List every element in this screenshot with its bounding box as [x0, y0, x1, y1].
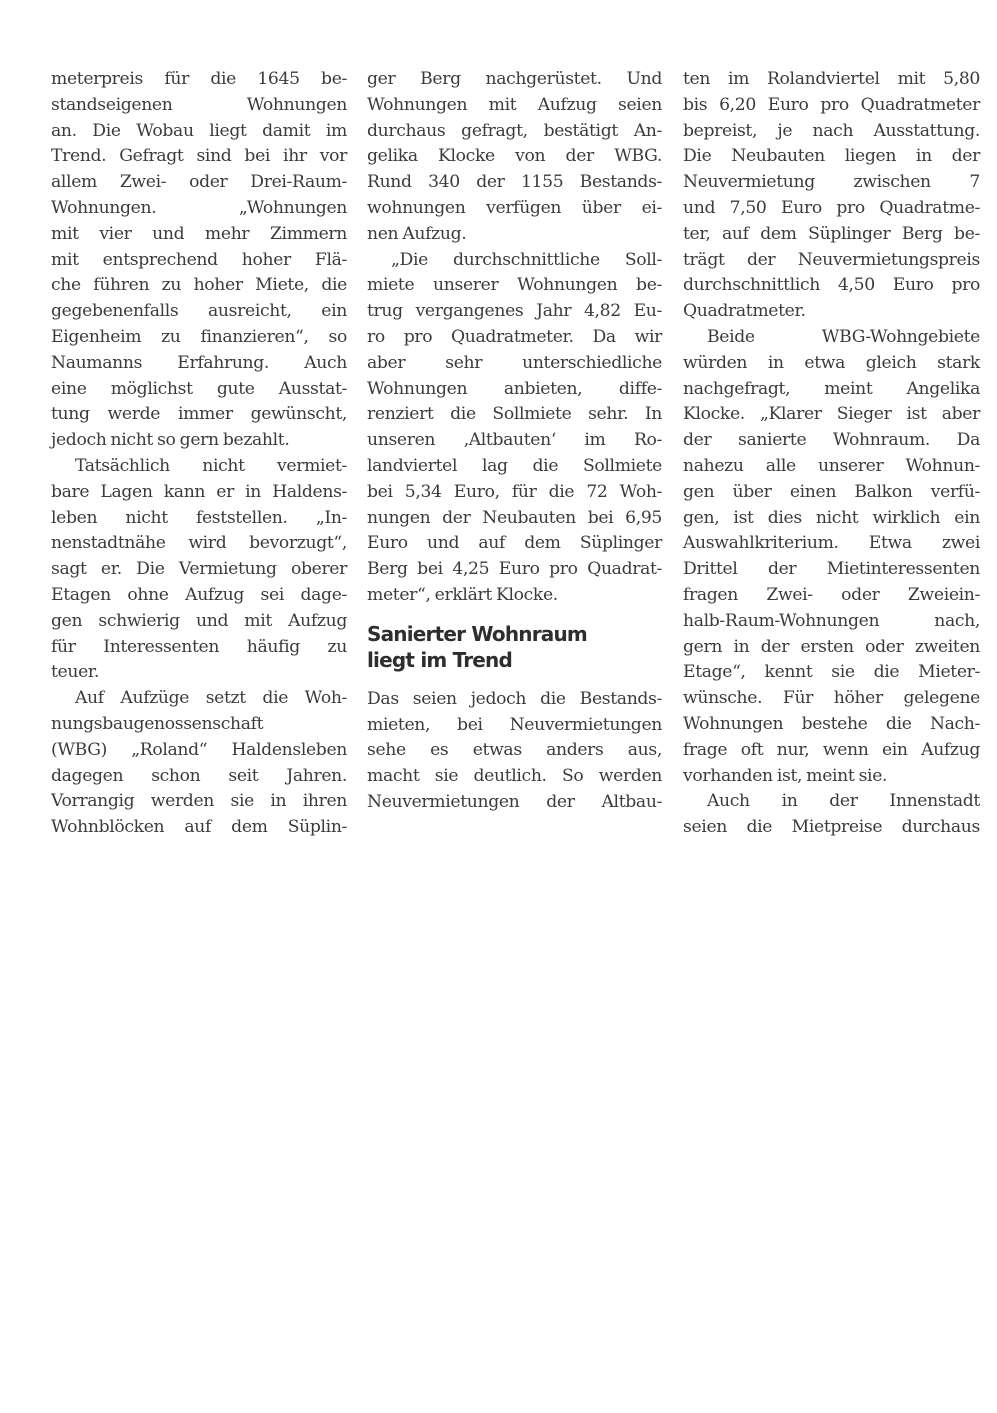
text-line: halb-Raum-Wohnungen nach,: [683, 610, 980, 631]
text-line: Quadratmeter.: [683, 301, 806, 322]
spacer: [367, 673, 662, 687]
subheading: liegt im Trend: [367, 647, 513, 672]
text-line: aber sehr unterschiedliche: [367, 352, 662, 373]
text-line: jedoch nicht so gern bezahlt.: [51, 430, 290, 451]
text-line: trug vergangenes Jahr 4,82 Eu-: [367, 301, 662, 322]
text-line: bei 5,34 Euro, für die 72 Woh-: [367, 481, 662, 502]
text-line: Naumanns Erfahrung. Auch: [51, 352, 347, 373]
text-line: che führen zu hoher Miete, die: [51, 275, 347, 296]
text-line: sehe es etwas anders aus,: [367, 740, 662, 761]
text-line: fragen Zwei- oder Zweiein-: [683, 584, 980, 605]
text-line: renziert die Sollmiete sehr. In: [367, 404, 662, 425]
text-line: nen Aufzug.: [367, 223, 467, 244]
subheading: Sanierter Wohnraum: [367, 621, 587, 646]
text-line: Euro und auf dem Süplinger: [367, 533, 662, 554]
text-line: eine möglichst gute Ausstat-: [51, 378, 347, 399]
text-line: (WBG) „Roland“ Haldensleben: [51, 739, 347, 760]
text-line: standseigenen Wohnungen: [51, 94, 347, 115]
text-line: Berg bei 4,25 Euro pro Quadrat-: [367, 559, 662, 580]
text-line: Wohnungen bestehe die Nach-: [683, 713, 980, 734]
text-line: nungsbaugenossenschaft: [51, 713, 264, 734]
text-line: macht sie deutlich. So werden: [367, 766, 662, 787]
text-line: dagegen schon seit Jahren.: [51, 765, 347, 786]
text-line: für Interessenten häufig zu: [51, 636, 347, 657]
text-line: Wohnungen anbieten, diffe-: [367, 378, 662, 399]
article-column-1: [51, 67, 347, 841]
text-line: Auswahlkriterium. Etwa zwei: [683, 533, 980, 554]
text-line: allem Zwei- oder Drei-Raum-: [51, 172, 347, 193]
text-line: unseren ‚Altbauten‘ im Ro-: [367, 430, 662, 451]
text-line: landviertel lag die Sollmiete: [367, 455, 662, 476]
text-line: gegebenenfalls ausreicht, ein: [51, 301, 347, 322]
text-line: miete unserer Wohnungen be-: [367, 275, 662, 296]
text-line: sagt er. Die Vermietung oberer: [51, 559, 347, 580]
text-line: gen, ist dies nicht wirklich ein: [683, 507, 980, 528]
text-line: der sanierte Wohnraum. Da: [683, 430, 980, 451]
text-line: bis 6,20 Euro pro Quadratmeter: [683, 94, 980, 115]
text-line: meter“, erklärt Klocke.: [367, 584, 558, 605]
text-line: Vorrangig werden sie in ihren: [51, 791, 347, 812]
text-line: „Die durchschnittliche Soll-: [391, 249, 662, 270]
text-line: gen über einen Balkon verfü-: [683, 481, 980, 502]
text-line: teuer.: [51, 662, 100, 683]
text-line: wünsche. Für höher gelegene: [683, 688, 980, 709]
text-line: nachgefragt, meint Angelika: [683, 378, 980, 399]
article-column-3: [683, 67, 980, 841]
text-line: mieten, bei Neuvermietungen: [367, 714, 662, 735]
text-line: nungen der Neubauten bei 6,95: [367, 507, 662, 528]
text-line: seien die Mietpreise durchaus: [683, 817, 980, 838]
text-line: an. Die Wobau liegt damit im: [51, 120, 347, 141]
text-line: Etage“, kennt sie die Mieter-: [683, 662, 980, 683]
text-line: meterpreis für die 1645 be-: [51, 69, 347, 89]
text-line: Trend. Gefragt sind bei ihr vor: [51, 146, 347, 167]
text-line: ger Berg nachgerüstet. Und: [367, 69, 662, 89]
text-line: bepreist, je nach Ausstattung.: [683, 120, 980, 141]
text-line: Eigenheim zu finanzieren“, so: [51, 326, 347, 347]
text-line: ter, auf dem Süplinger Berg be-: [683, 223, 980, 244]
article-column-2: [367, 67, 662, 816]
text-line: durchschnittlich 4,50 Euro pro: [683, 275, 980, 296]
text-line: Wohnungen mit Aufzug seien: [367, 94, 662, 115]
spacer: [367, 609, 662, 621]
text-line: nenstadtnähe wird bevorzugt“,: [51, 533, 347, 554]
text-line: Neuvermietungen der Altbau-: [367, 791, 662, 812]
text-line: bare Lagen kann er in Haldens-: [51, 481, 347, 502]
text-line: und 7,50 Euro pro Quadratme-: [683, 197, 980, 218]
text-line: Beide WBG-Wohngebiete: [707, 326, 980, 347]
text-line: würden in etwa gleich stark: [683, 352, 980, 373]
text-line: ten im Rolandviertel mit 5,80: [683, 69, 980, 89]
text-line: Rund 340 der 1155 Bestands-: [367, 172, 662, 193]
text-line: gen schwierig und mit Aufzug: [51, 610, 347, 631]
text-line: wohnungen verfügen über ei-: [367, 197, 662, 218]
text-line: durchaus gefragt, bestätigt An-: [367, 120, 662, 141]
text-line: Neuvermietung zwischen 7: [683, 172, 980, 193]
text-line: frage oft nur, wenn ein Aufzug: [683, 739, 980, 760]
text-line: ro pro Quadratmeter. Da wir: [367, 326, 662, 347]
text-line: leben nicht feststellen. „In-: [51, 507, 347, 528]
text-line: Wohnblöcken auf dem Süplin-: [51, 817, 347, 838]
text-line: Auf Aufzüge setzt die Woh-: [75, 688, 347, 709]
text-line: gelika Klocke von der WBG.: [367, 146, 662, 167]
text-line: Klocke. „Klarer Sieger ist aber: [683, 404, 980, 425]
text-line: Drittel der Mietinteressenten: [683, 559, 980, 580]
text-line: Auch in der Innenstadt: [707, 791, 980, 812]
text-line: mit entsprechend hoher Flä-: [51, 249, 347, 270]
text-line: trägt der Neuvermietungspreis: [683, 249, 980, 270]
text-line: Etagen ohne Aufzug sei dage-: [51, 584, 347, 605]
text-line: Wohnungen. „Wohnungen: [51, 197, 347, 218]
text-line: Die Neubauten liegen in der: [683, 146, 980, 167]
text-line: gern in der ersten oder zweiten: [683, 636, 980, 657]
text-line: vorhanden ist, meint sie.: [683, 765, 888, 786]
text-line: Das seien jedoch die Bestands-: [367, 688, 662, 709]
text-line: tung werde immer gewünscht,: [51, 404, 347, 425]
text-line: Tatsächlich nicht vermiet-: [75, 455, 347, 476]
text-line: mit vier und mehr Zimmern: [51, 223, 347, 244]
text-line: nahezu alle unserer Wohnun-: [683, 455, 980, 476]
